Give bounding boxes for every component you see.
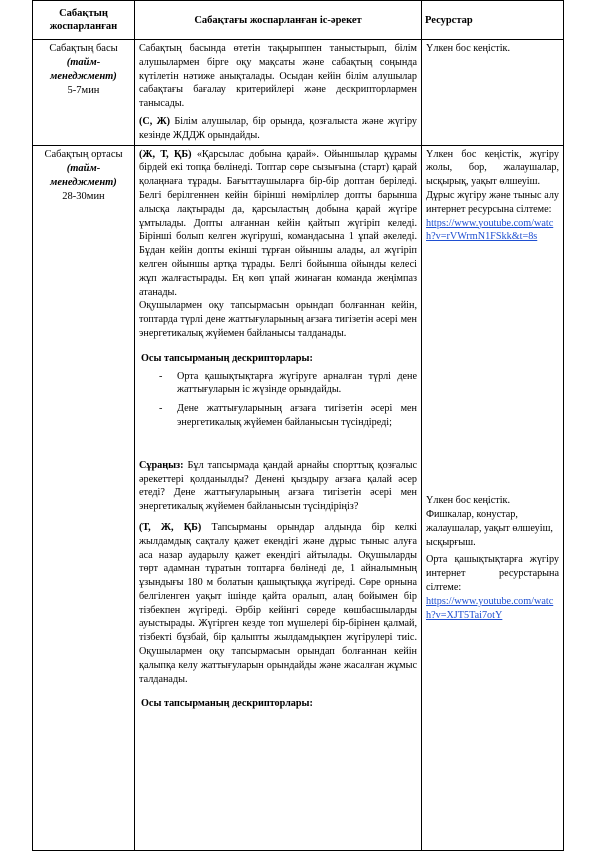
stage-role: (тайм-менеджмент) xyxy=(50,57,117,82)
descriptors-list xyxy=(139,370,417,430)
activity-text: Тапсырманы орындар алдында бір келкі жылдамдық сақталу қажет екендігі және дұрыс тыныс алуға аса назар аударылу қажет екендігі айтылады. Оқушыларды төрт адамнан тұратын топтарға бөлінеді де, 1 айналымның ұзындығы 180 м болатын қашықтыққа жүгіреді. Сөре орнына белгіленген уақыт ішінде қайта оралып, алаң бойымен бір тізбекпен жүгіреді. Әрбір кейінгі сөреде көшбасшыларды ауыстырады. Жүгірген кезде топ мүшелері бір-бірінен қалмай, тізбекті бұзбай, бір қалыпты жылдамдықпен жүгірулері тиіс. Оқушылармен оқу тапсырмасын орындап болғаннан кейін қалыпқа келу жаттығуларын орындайды және жасалған жұмыс талданады. xyxy=(139,521,417,685)
role-tag: (Ж, Т, ҚБ) xyxy=(139,148,192,160)
descriptors-title-2: Осы тапсырманың дескрипторлары: xyxy=(141,698,313,710)
question-text: Бұл тапсырмада қандай арнайы спорттық қозғалыс әрекеттері қолданылды? Денені қыздыру ағзаға қалай әсер етеді? Дене жаттығуларының ағзаға тигізетін әсері мен энергетикалық жүйемен байланысын түсіндіріңіз? xyxy=(139,459,417,513)
activity-paragraph xyxy=(139,148,417,300)
activity-cell xyxy=(135,40,422,146)
resources-cell xyxy=(422,40,564,146)
list-item: - Дене жаттығуларының ағзаға тигізетін әсері мен энергетикалық жүйемен байланысын түсіндіреді; xyxy=(159,402,417,430)
header-activity: Сабақтағы жоспарланған іс-әрекет xyxy=(135,1,422,40)
header-stage: Сабақтың жоспарланған xyxy=(33,1,135,40)
resource-text: Үлкен бос кеңістік. Фишкалар, конустар, жалаушалар, уақыт өлшеуіш, ысқырғыш. xyxy=(426,495,553,548)
activity-text: Білім алушылар, бір орында, қозғалыста және жүгіру кезінде ЖДДЖ орындайды. xyxy=(139,115,417,141)
activity-paragraph xyxy=(139,115,417,143)
stage-name: Сабақтың басы xyxy=(49,43,118,54)
question-label: Сұраңыз: xyxy=(139,459,184,471)
activity-cell xyxy=(135,145,422,850)
table-row-lesson-start xyxy=(33,40,564,146)
header-resources: Ресурстар xyxy=(422,1,564,40)
resource-text: Үлкен бос кеңістік. xyxy=(426,43,511,54)
youtube-link-running[interactable]: https://www.youtube.com/watch?v=rVWrmN1FSkk&t=8s xyxy=(426,217,554,243)
youtube-link-middle-distance[interactable]: https://www.youtube.com/watch?v=XJT5Tai7otY xyxy=(426,595,554,621)
list-item: - Орта қашықтықтарға жүгіруге арналған түрлі дене жаттығуларын іс жүзінде орындайды. xyxy=(159,370,417,398)
question-paragraph xyxy=(139,459,417,514)
stage-cell xyxy=(33,145,135,850)
table-row-lesson-middle xyxy=(33,145,564,850)
table-header-row xyxy=(33,1,564,40)
stage-role: (тайм-менеджмент) xyxy=(50,162,117,188)
activity-paragraph: Сабақтың басында өтетін тақырыппен таныстырып, білім алушылармен бірге оқу мақсаты және сабақтың соңында күтілетін нәтиже анықталады. Осыдан кейін білім алушылар сабақтағы бағалау критерийлері және дескрипторлармен танысады. xyxy=(139,43,417,110)
resource-text: Дұрыс жүгіру және тыныс алу интернет ресурсына сілтеме: xyxy=(426,189,559,215)
activity-paragraph xyxy=(139,521,417,687)
resources-cell xyxy=(422,145,564,850)
resource-text: Орта қашықтықтарға жүгіру интернет ресурстарына сілтеме: xyxy=(426,554,559,593)
lesson-plan-table xyxy=(32,0,564,851)
role-tag: (Т, Ж, ҚБ) xyxy=(139,521,202,533)
resource-text: Үлкен бос кеңістік, жүгіру жолы, бор, жалаушалар, ысқырық, уақыт өлшеуіш. xyxy=(426,148,559,188)
activity-paragraph: Оқушылармен оқу тапсырмасын орындап болғаннан кейін, топтарда түрлі дене жаттығуларының ағзаға тигізетін әсері мен энергетикалық жүйемен байланысы талданады. xyxy=(139,300,417,339)
stage-time: 28-30мин xyxy=(62,190,105,202)
stage-name: Сабақтың ортасы xyxy=(44,148,123,160)
stage-cell xyxy=(33,40,135,146)
stage-time: 5-7мин xyxy=(67,85,100,96)
activity-text: «Қарсылас добына қарай». Ойыншылар құрамы бірдей екі топқа бөлінеді. Топтар сөре сызығына (старт) қарай қолаңнаға тұрады. Бағыттаушыларға бір-бір доптан беріледі. Белгі берілгеннен кейін бірінші нөмірлілер допты барынша алысқа лақтырады да, қарсыластың добына қарай жүгіре ұмтылады. Допты алғаннан кейін қайтып жүгіріп келеді. Бірінші болып келген жүгіруші, командасына 1 ұпай әкеледі. Бұдан кейін допты екінші тұрған ойыншы алады, ал жүгіріп келген ойыншы артқа тұрады. Белгі бойынша ойынды келесі жұп жалғастырады. Ең көп ұпай жинаған команда жеңімпаз атанады. xyxy=(139,148,417,298)
descriptors-title: Осы тапсырманың дескрипторлары: xyxy=(141,352,313,364)
role-tag: (С, Ж) xyxy=(139,115,171,127)
